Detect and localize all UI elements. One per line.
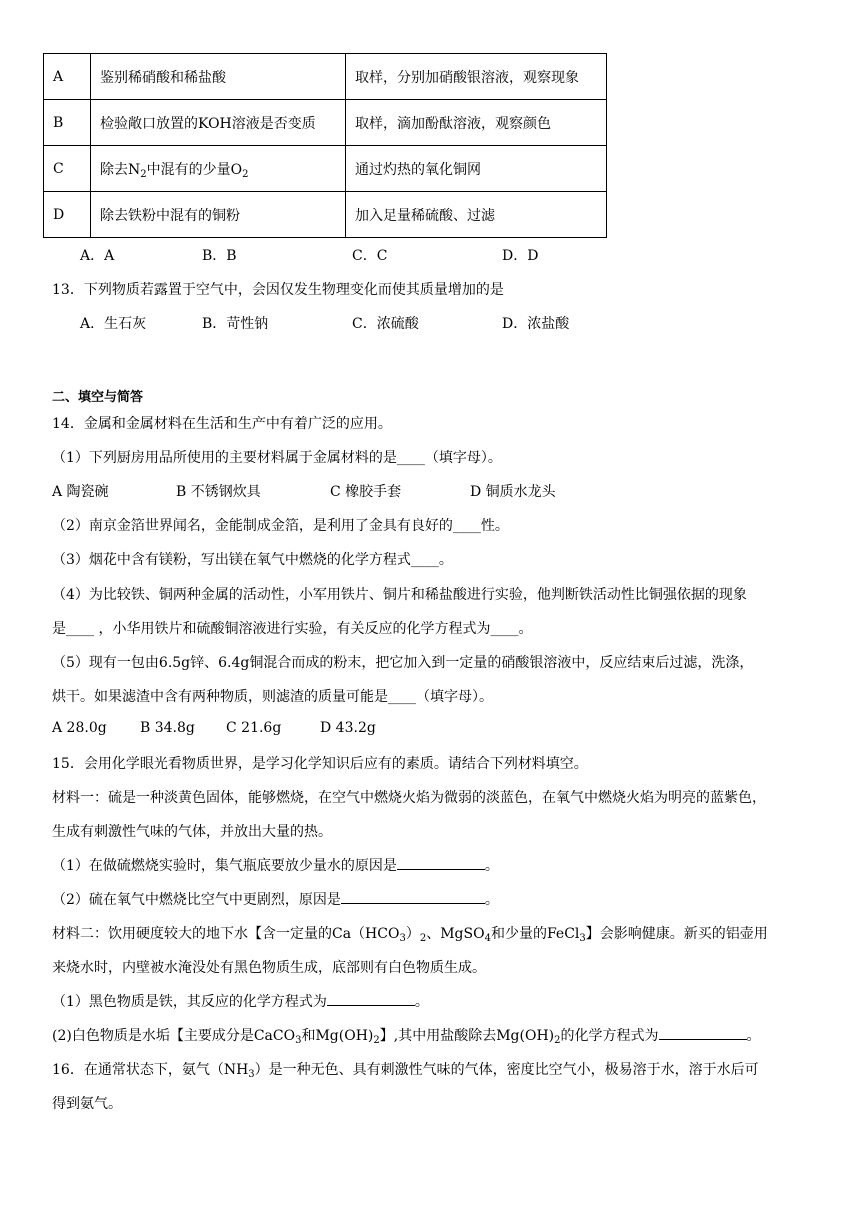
q15-material1-line1: 材料一：硫是一种淡黄色固体，能够燃烧，在空气中燃烧火焰为微弱的淡蓝色，在氧气中燃烧火焰为明亮的蓝紫色， xyxy=(52,790,766,806)
q12-option-d: D．D xyxy=(502,248,539,264)
q14-part4-line1: （4）为比较铁、铜两种金属的活动性，小军用铁片、铜片和稀盐酸进行实验，他判断铁活动性比铜强依据的现象 xyxy=(52,587,747,603)
experiment-goal: 鉴别稀硝酸和稀盐酸 xyxy=(91,54,346,100)
q14-part5-line1: （5）现有一包由6.5g锌、6.4g铜混合而成的粉末，把它加入到一定量的硝酸银溶液中，反应结束后过滤，洗涤， xyxy=(52,655,754,671)
q14-part3: （3）烟花中含有镁粉，写出镁在氧气中燃烧的化学方程式____。 xyxy=(52,552,453,568)
q15-material2-line2: 来烧水时，内壁被水淹没处有黑色物质生成，底部则有白色物质生成。 xyxy=(52,960,486,976)
experiment-options-table xyxy=(43,53,607,238)
q14-p5-option-d: D 43.2g xyxy=(320,720,376,736)
option-key: B xyxy=(44,100,91,146)
q14-p1-option-c: C 橡胶手套 xyxy=(330,484,402,500)
answer-blank[interactable] xyxy=(327,993,415,1006)
experiment-method: 通过灼热的氧化铜网 xyxy=(346,146,607,192)
q12-option-a: A．A xyxy=(80,248,115,264)
q16-line1: 16．在通常状态下，氨气$(NH_3)$是一种无色、具有刺激性气味的气体，密度比空气小，极易溶于水，溶于水后可 xyxy=(52,1062,759,1080)
option-key: A xyxy=(44,54,91,100)
q12-option-c: C．C xyxy=(352,248,388,264)
q14-stem: 14．金属和金属材料在生活和生产中有着广泛的应用。 xyxy=(52,416,392,432)
experiment-goal: 除去$N_2$中混有的少量$O_2$ xyxy=(91,146,346,192)
q14-p5-option-c: C 21.6g xyxy=(226,720,282,736)
q14-part5-line2: 烘干。如果滤渣中含有两种物质，则滤渣的质量可能是____（填字母）。 xyxy=(52,689,493,705)
q13-option-b: B．苛性钠 xyxy=(202,316,269,332)
experiment-method: 取样，滴加酚酞溶液，观察颜色 xyxy=(346,100,607,146)
table-row xyxy=(44,54,607,100)
answer-blank[interactable] xyxy=(397,857,485,870)
q15-stem: 15．会用化学眼光看物质世界，是学习化学知识后应有的素质。请结合下列材料填空。 xyxy=(52,756,588,772)
q15-m1-question2: （2）硫在氧气中燃烧比空气中更剧烈，原因是 。 xyxy=(52,892,499,908)
q15-m1-question1: （1）在做硫燃烧实验时，集气瓶底要放少量水的原因是 。 xyxy=(52,858,499,874)
table-row xyxy=(44,146,607,192)
q12-option-b: B．B xyxy=(202,248,237,264)
q14-part4-line2: 是____ ，小华用铁片和硫酸铜溶液进行实验，有关反应的化学方程式为____。 xyxy=(52,621,533,637)
experiment-goal: 除去铁粉中混有的铜粉 xyxy=(91,192,346,238)
q14-p1-option-d: D 铜质水龙头 xyxy=(470,484,556,500)
q15-m2-question2: (2)白色物质是水垢【主要成分是CaCO$_3$和$Mg(OH)_2$】,其中用盐酸除去$Mg(OH)_2$的化学方程式为 。 xyxy=(52,1028,761,1046)
q14-p1-option-b: B 不锈钢炊具 xyxy=(176,484,261,500)
q13-option-a: A．生石灰 xyxy=(80,316,147,332)
q13-option-c: C．浓硫酸 xyxy=(352,316,419,332)
q14-p1-option-a: A 陶瓷碗 xyxy=(52,484,109,500)
experiment-goal: 检验敞口放置的KOH溶液是否变质 xyxy=(91,100,346,146)
q15-material1-line2: 生成有刺激性气味的气体，并放出大量的热。 xyxy=(52,824,332,840)
answer-blank[interactable] xyxy=(659,1027,747,1040)
q14-part1: （1）下列厨房用品所使用的主要材料属于金属材料的是____（填字母）。 xyxy=(52,450,502,466)
section-title: 二、填空与简答 xyxy=(52,390,144,405)
experiment-method: 加入足量稀硫酸、过滤 xyxy=(346,192,607,238)
table-row xyxy=(44,100,607,146)
q14-p5-option-b: B 34.8g xyxy=(140,720,195,736)
q16-line2: 得到氨气。 xyxy=(52,1096,122,1112)
q15-material2-line1: 材料二：饮用硬度较大的地下水【含一定量的$Ca(HCO_3)_2$、MgSO$_4$和少量的FeCl$_3$】会影响健康。新买的铝壶用 xyxy=(52,926,768,944)
q14-p5-option-a: A 28.0g xyxy=(52,720,107,736)
q15-m2-question1: （1）黑色物质是铁，其反应的化学方程式为 。 xyxy=(52,994,429,1010)
option-key: D xyxy=(44,192,91,238)
option-key: C xyxy=(44,146,91,192)
experiment-method: 取样，分别加硝酸银溶液，观察现象 xyxy=(346,54,607,100)
answer-blank[interactable] xyxy=(341,891,485,904)
q13-option-d: D．浓盐酸 xyxy=(502,316,570,332)
q14-part2: （2）南京金箔世界闻名，金能制成金箔，是利用了金具有良好的____性。 xyxy=(52,518,509,534)
q13-stem: 13．下列物质若露置于空气中，会因仅发生物理变化而使其质量增加的是 xyxy=(52,282,504,298)
table-row xyxy=(44,192,607,238)
